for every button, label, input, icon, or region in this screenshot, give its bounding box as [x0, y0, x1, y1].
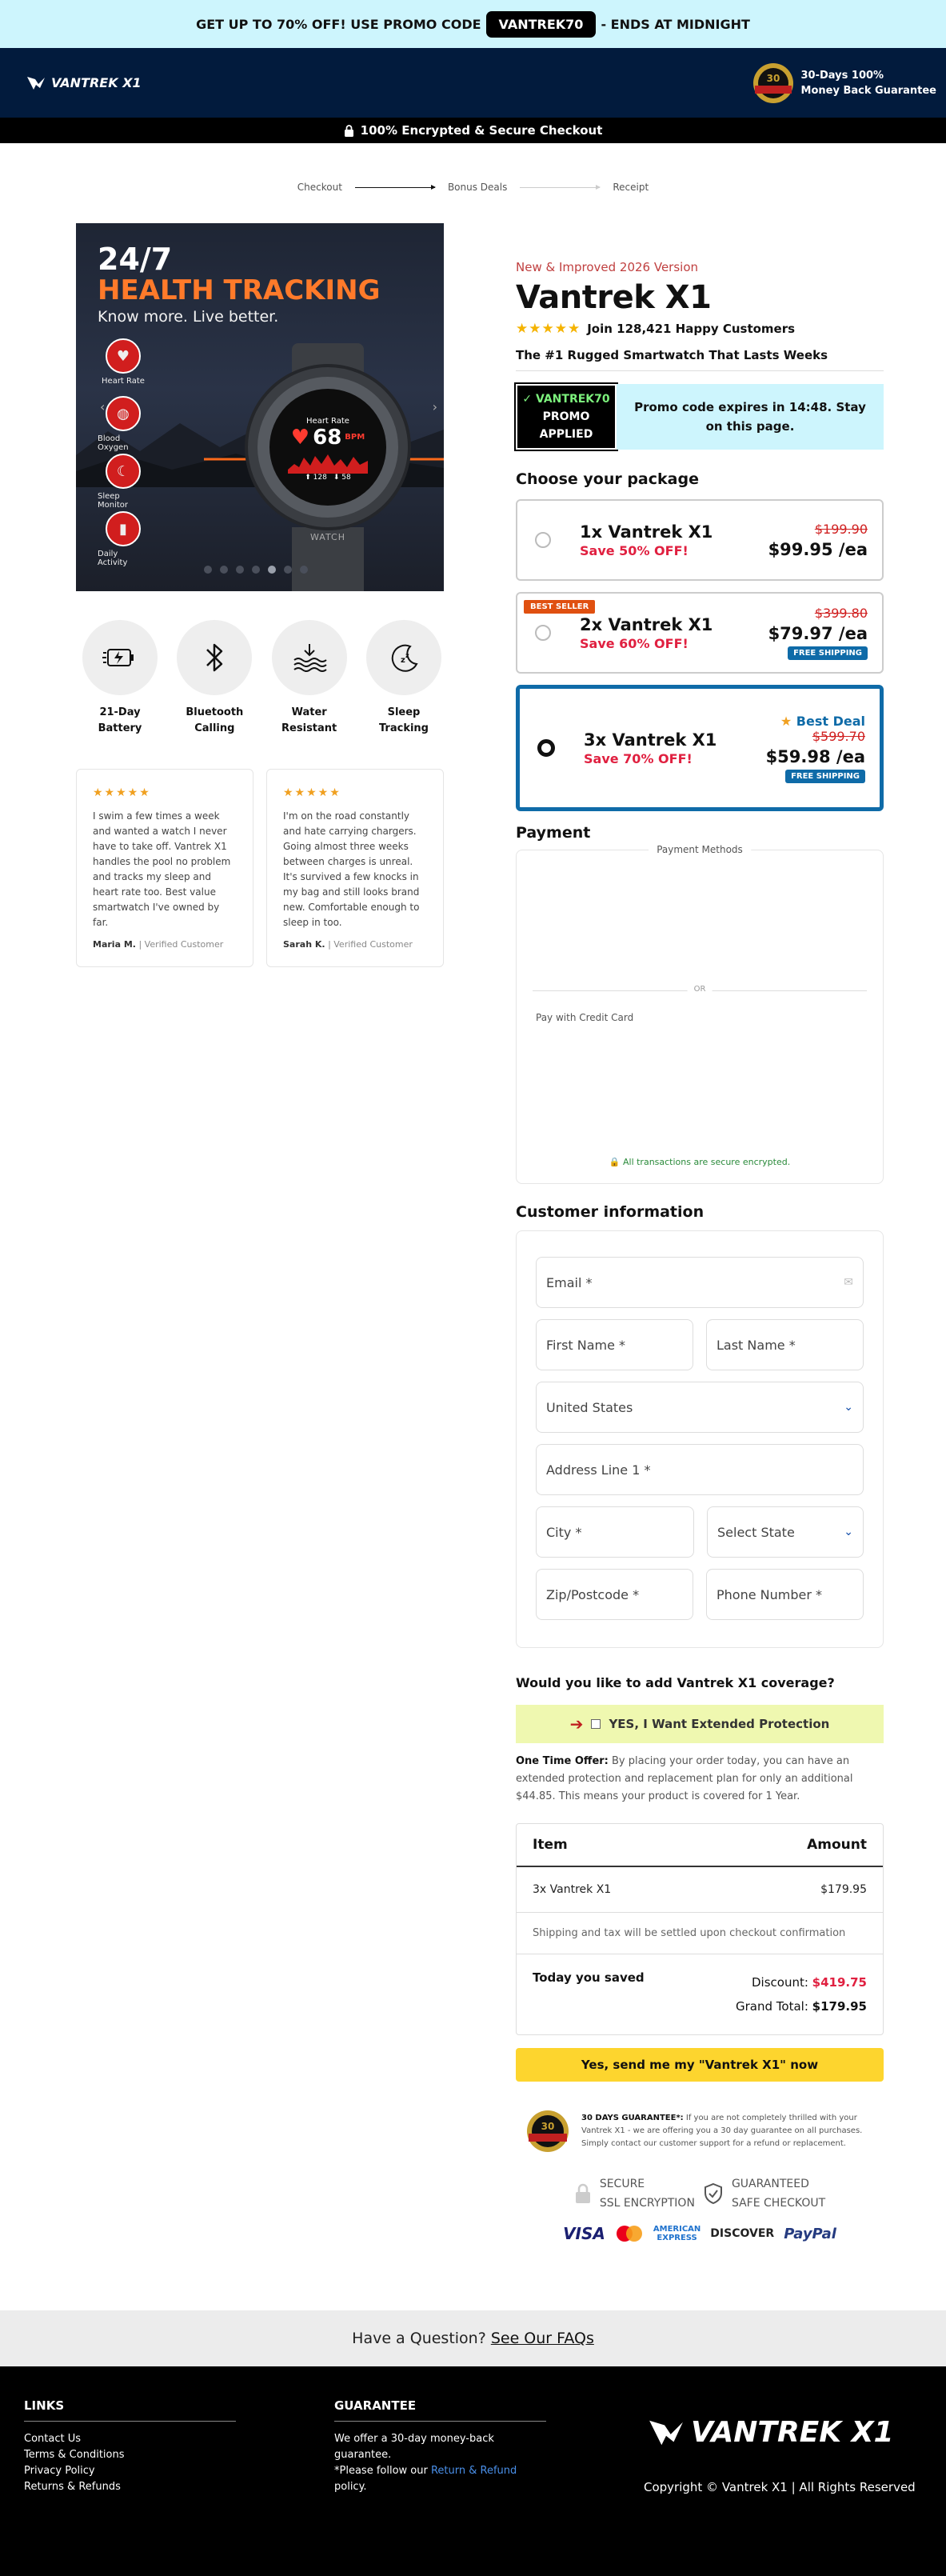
step-arrow-icon [520, 187, 600, 188]
hero-feature-activity [98, 511, 149, 567]
hero-line3: Know more. Live better. [98, 308, 279, 326]
zip-placeholder: Zip/Postcode * [546, 1586, 640, 1602]
chevron-right-icon[interactable]: › [432, 399, 437, 414]
footer-link-privacy[interactable]: Privacy Policy [24, 2465, 95, 2477]
review-name: Sarah K. [283, 939, 325, 950]
feature-water [269, 620, 349, 737]
coverage-question: Would you like to add Vantrek X1 coverage? [516, 1675, 835, 1690]
feature-line2: Resistant [281, 722, 337, 734]
payment-heading: Payment [516, 824, 591, 842]
package-new-price: $79.97 /ea [768, 624, 868, 643]
feature-line2: Battery [98, 722, 142, 734]
footer-links [24, 2398, 236, 2495]
discount-value: $419.75 [812, 1975, 867, 1990]
bpm-unit: BPM [345, 433, 365, 442]
package-new-price: $59.98 /ea [765, 746, 865, 766]
package-name: 3x Vantrek X1 [584, 730, 717, 750]
rating [516, 321, 884, 337]
phone-placeholder: Phone Number * [716, 1586, 823, 1602]
state-value: Select State [717, 1524, 795, 1540]
offer-body: By placing your order today, you can have an extended protection and replacement plan for only an additional $44.85. This means your product is covered for 1 Year. [516, 1755, 853, 1802]
chevron-down-icon: ⌄ [844, 1526, 853, 1538]
last-name-placeholder: Last Name * [716, 1337, 796, 1353]
order-summary [516, 1823, 884, 2035]
ssl-line2: SSL ENCRYPTION [599, 2197, 695, 2210]
review-card [266, 769, 444, 967]
city-field[interactable] [536, 1506, 694, 1558]
hero-feature-label: Daily Activity [98, 550, 128, 567]
submit-order-button[interactable]: Yes, send me my "Vantrek X1" now [516, 2048, 884, 2082]
footer-links-heading: LINKS [24, 2398, 236, 2422]
product-subtitle: New & Improved 2026 Version [516, 260, 699, 274]
footer-logo [646, 2416, 894, 2449]
step-checkout: Checkout [297, 182, 342, 193]
or-divider [533, 985, 867, 994]
safe-line1: GUARANTEED [731, 2178, 809, 2190]
email-placeholder: Email * [546, 1274, 593, 1290]
package-option-1[interactable] [516, 499, 884, 581]
sleep-icon [366, 620, 441, 695]
package-name: 1x Vantrek X1 [580, 522, 713, 542]
visa-icon: VISA [563, 2224, 605, 2243]
footer-guarantee-heading: GUARANTEE [334, 2398, 546, 2422]
trust-badges [516, 2174, 884, 2213]
review-verified: | Verified Customer [328, 939, 413, 950]
country-select[interactable] [536, 1382, 864, 1433]
lock-icon: 🔒 [609, 1157, 621, 1167]
phone-field[interactable] [706, 1569, 864, 1620]
safe-checkout-badge [703, 2174, 825, 2213]
amex-line2: EXPRESS [657, 2234, 697, 2242]
package-prices [768, 522, 868, 559]
ssl-line1: SECURE [599, 2178, 645, 2190]
customer-heading: Customer information [516, 1203, 705, 1221]
watch-strap [292, 527, 364, 591]
guarantee-badge-icon [752, 62, 795, 105]
gallery-dot[interactable] [204, 566, 212, 574]
totals-values [736, 1970, 867, 2018]
last-name-field[interactable] [706, 1319, 864, 1370]
hero-feature-label: Sleep Monitor [98, 492, 129, 510]
feature-line1: 21-Day [99, 706, 141, 718]
chevron-down-icon: ⌄ [844, 1401, 853, 1414]
zip-row [536, 1569, 864, 1631]
best-seller-badge: BEST SELLER [524, 600, 595, 614]
hero-feature-label: Heart Rate [102, 377, 145, 386]
promo-applied-box [516, 384, 884, 450]
footer-logo-text: VANTREK X1 [691, 2416, 894, 2449]
review-stars: ★★★★★ [283, 786, 341, 799]
payment-cards [516, 2224, 884, 2243]
step-bonus: Bonus Deals [447, 182, 508, 193]
best-deal-text: Best Deal [796, 713, 865, 729]
gallery-dots [204, 566, 308, 574]
package-option-3[interactable] [516, 685, 884, 811]
watch-chart [288, 450, 368, 474]
hero-feature-oxygen [98, 396, 149, 452]
city-placeholder: City * [546, 1524, 582, 1540]
guarantee-30-bold: 30 DAYS GUARANTEE*: [581, 2114, 684, 2122]
free-shipping-badge: FREE SHIPPING [788, 646, 868, 660]
promo-applied-l2: PROMO [542, 410, 590, 423]
review-author [93, 937, 223, 952]
footer-guarantee [334, 2398, 546, 2495]
package-new-price: $99.95 /ea [768, 539, 868, 559]
faq-bar [0, 2310, 946, 2366]
faq-link[interactable]: See Our FAQs [490, 2330, 594, 2347]
free-shipping-badge: FREE SHIPPING [785, 770, 865, 783]
total-value: $179.95 [812, 1999, 867, 2014]
hero-feature-heart [98, 338, 149, 386]
policy-pre: *Please follow our [334, 2465, 428, 2477]
extended-protection-option[interactable] [516, 1705, 884, 1743]
package-radio[interactable] [535, 625, 551, 641]
strap-text: WATCH [310, 532, 345, 542]
package-prices [768, 606, 868, 660]
promo-post: - ENDS AT MIDNIGHT [601, 16, 750, 32]
order-item-amount: $179.95 [820, 1883, 867, 1896]
review-author [283, 937, 413, 952]
heart-icon: ♥ [106, 338, 141, 374]
rating-stars: ★★★★★ [516, 321, 581, 337]
feature-battery [80, 620, 160, 737]
footer-link-terms[interactable]: Terms & Conditions [24, 2449, 125, 2461]
min-value: 58 [341, 473, 351, 482]
package-radio-selected[interactable] [537, 739, 555, 757]
logo-text: VANTREK X1 [51, 75, 142, 90]
footer-guarantee-text: We offer a 30-day money-back guarantee. [334, 2433, 494, 2461]
package-prices [766, 714, 865, 783]
amex-icon [653, 2225, 701, 2242]
gallery-dot[interactable] [220, 566, 228, 574]
logo[interactable] [26, 75, 142, 91]
arrow-right-icon: ➔ [569, 1714, 584, 1734]
guarantee-line2: Money Back Guarantee [800, 84, 936, 97]
order-item: 3x Vantrek X1 [533, 1883, 612, 1896]
moon-icon: ☾ [106, 454, 141, 489]
rating-text: Join 128,421 Happy Customers [587, 322, 796, 336]
address-placeholder: Address Line 1 * [546, 1462, 651, 1478]
battery-icon [82, 620, 158, 695]
watch-label: Heart Rate [306, 416, 349, 426]
heart-icon: ♥ [290, 425, 310, 450]
activity-icon: ▮ [106, 511, 141, 546]
package-save: Save 60% OFF! [580, 635, 689, 651]
mastercard-icon [615, 2225, 644, 2242]
state-select[interactable] [707, 1506, 864, 1558]
package-name: 2x Vantrek X1 [580, 614, 713, 634]
gallery-dot[interactable] [268, 566, 276, 574]
paypal-icon: PayPal [784, 2225, 836, 2242]
hero-line2: HEALTH TRACKING [98, 274, 381, 306]
bluetooth-icon [177, 620, 252, 695]
watch-face [269, 389, 386, 506]
feature-line1: Bluetooth [186, 706, 244, 718]
package-save: Save 70% OFF! [584, 750, 693, 766]
svg-text:z: z [400, 656, 405, 665]
package-old-price: $399.80 [814, 606, 868, 621]
lock-icon [344, 125, 354, 137]
feature-line1: Sleep Tracking [378, 706, 429, 734]
footer [0, 2366, 946, 2576]
order-row [517, 1867, 883, 1913]
customer-form [516, 1230, 884, 1648]
promo-pre: GET UP TO 70% OFF! USE PROMO CODE [196, 16, 481, 32]
product-title: Vantrek X1 [516, 279, 712, 316]
offer-bold: One Time Offer: [516, 1755, 609, 1767]
feature-bluetooth [174, 620, 254, 737]
or-text: OR [688, 985, 712, 994]
review-card [76, 769, 253, 967]
city-row [536, 1506, 864, 1569]
copyright: Copyright © Vantrek X1 | All Rights Reserved [644, 2480, 916, 2494]
checkout-steps [0, 143, 946, 223]
package-heading: Choose your package [516, 470, 699, 488]
col-amount: Amount [807, 1837, 867, 1853]
footer-link-returns[interactable]: Returns & Refunds [24, 2481, 121, 2493]
discover-icon: DISCOVER [710, 2227, 775, 2240]
feature-sleep [364, 620, 444, 737]
water-icon [272, 620, 347, 695]
promo-applied-l3: APPLIED [539, 428, 593, 441]
first-name-placeholder: First Name * [546, 1337, 626, 1353]
svg-text:30: 30 [541, 2121, 555, 2132]
refund-policy-link[interactable]: Return & Refund [430, 2465, 517, 2477]
header [0, 48, 946, 118]
amex-line1: AMERICAN [653, 2225, 701, 2234]
secure-checkout-bar [0, 118, 946, 143]
step-arrow-icon [355, 187, 435, 188]
order-head [517, 1824, 883, 1867]
guarantee-30-body: If you are not completely thrilled with your Vantrek X1 - we are offering you a 30 day guarantee on all purchases. Simply contact our customer support for a refund or replacement. [581, 2114, 863, 2148]
main [0, 223, 946, 2243]
extended-protection-checkbox[interactable] [591, 1719, 601, 1729]
first-name-field[interactable] [536, 1319, 693, 1370]
mail-icon: ✉ [844, 1276, 853, 1289]
country-value: United States [546, 1399, 633, 1415]
chevron-left-icon[interactable]: ‹ [100, 399, 106, 414]
lock-icon [574, 2183, 592, 2204]
feature-line2: Calling [194, 722, 235, 734]
package-save: Save 50% OFF! [580, 542, 689, 558]
secure-note [517, 1157, 883, 1167]
review-verified: | Verified Customer [138, 939, 224, 950]
shield-check-icon [703, 2182, 724, 2205]
gallery-dot[interactable] [284, 566, 292, 574]
review-text: I'm on the road constantly and hate carrying chargers. Going almost three weeks between charges is unreal. It's survived a few knocks in my bag and still looks brand new. Comfortable enough to sleep in too. [283, 810, 420, 928]
package-old-price: $199.90 [814, 521, 868, 537]
email-field[interactable] [536, 1257, 864, 1308]
svg-text:z: z [405, 652, 409, 659]
product-gallery[interactable] [76, 223, 444, 591]
package-radio[interactable] [535, 532, 551, 548]
promo-applied-code: ✓ VANTREK70 [522, 393, 610, 406]
feature-list [76, 591, 444, 737]
review-stars: ★★★★★ [93, 786, 151, 799]
left-column [76, 223, 444, 2243]
payment-methods-title: Payment Methods [649, 844, 751, 855]
oxygen-icon: ◍ [106, 396, 141, 431]
faq-pre: Have a Question? [352, 2330, 486, 2347]
reviews [76, 769, 444, 967]
package-option-2[interactable] [516, 592, 884, 674]
discount-label: Discount: [751, 1975, 808, 1990]
extended-protection-label: YES, I Want Extended Protection [609, 1717, 830, 1731]
max-value: 128 [313, 473, 327, 482]
ssl-badge [574, 2174, 695, 2213]
review-text: I swim a few times a week and wanted a watch I never have to take off. Vantrek X1 handles the pool no problem and tracks my sleep and heart rate too. Best value smartwatch I've owned by far. [93, 810, 231, 928]
payment-box [516, 844, 884, 1184]
right-column [516, 223, 884, 2243]
product-tagline: The #1 Rugged Smartwatch That Lasts Weeks [516, 348, 884, 371]
guarantee-30-days [516, 2109, 884, 2154]
promo-code: VANTREK70 [486, 11, 597, 38]
promo-timer: Promo code expires in 14:48. Stay on this page. [617, 384, 884, 450]
watch-min-max: ⬆ 128 ⬇ 58 [305, 473, 351, 482]
guarantee-line1: 30-Days 100% [800, 69, 884, 82]
hero-feature-sleep [98, 454, 149, 510]
promo-applied-badge [516, 384, 617, 450]
offer-text [516, 1753, 884, 1806]
address-field[interactable] [536, 1444, 864, 1495]
star-icon: ★ [780, 713, 792, 729]
gallery-dot[interactable] [252, 566, 260, 574]
order-note: Shipping and tax will be settled upon checkout confirmation [517, 1913, 883, 1954]
gallery-dot[interactable] [300, 566, 308, 574]
pay-credit-card[interactable]: Pay with Credit Card [536, 1012, 634, 1023]
safe-line2: SAFE CHECKOUT [731, 2197, 826, 2210]
guarantee-30-text [581, 2112, 874, 2150]
logo-icon [646, 2418, 686, 2448]
footer-link-contact[interactable]: Contact Us [24, 2433, 81, 2445]
logo-icon [26, 75, 46, 91]
watch-bpm [291, 426, 365, 450]
zip-field[interactable] [536, 1569, 693, 1620]
name-row [536, 1319, 864, 1382]
order-totals [517, 1954, 883, 2034]
svg-text:30: 30 [766, 72, 780, 84]
secure-note-text: All transactions are secure encrypted. [622, 1157, 791, 1167]
feature-line1: Water [291, 706, 327, 718]
hero-line1: 24/7 [98, 242, 173, 277]
footer-guarantee-policy [334, 2463, 546, 2495]
col-item: Item [533, 1837, 568, 1853]
best-deal-label [766, 714, 865, 729]
secure-text: 100% Encrypted & Secure Checkout [360, 123, 603, 138]
hero-feature-label: Blood Oxygen [98, 434, 129, 452]
policy-post: policy. [334, 2481, 367, 2493]
promo-bar [0, 0, 946, 48]
money-back-guarantee [752, 62, 936, 105]
saved-label: Today you saved [533, 1970, 645, 1985]
step-receipt: Receipt [613, 182, 649, 193]
gallery-dot[interactable] [236, 566, 244, 574]
package-old-price: $599.70 [812, 728, 865, 744]
bpm-value: 68 [313, 425, 342, 450]
guarantee-badge-icon [525, 2109, 570, 2154]
total-label: Grand Total: [736, 1999, 808, 2014]
review-name: Maria M. [93, 939, 136, 950]
